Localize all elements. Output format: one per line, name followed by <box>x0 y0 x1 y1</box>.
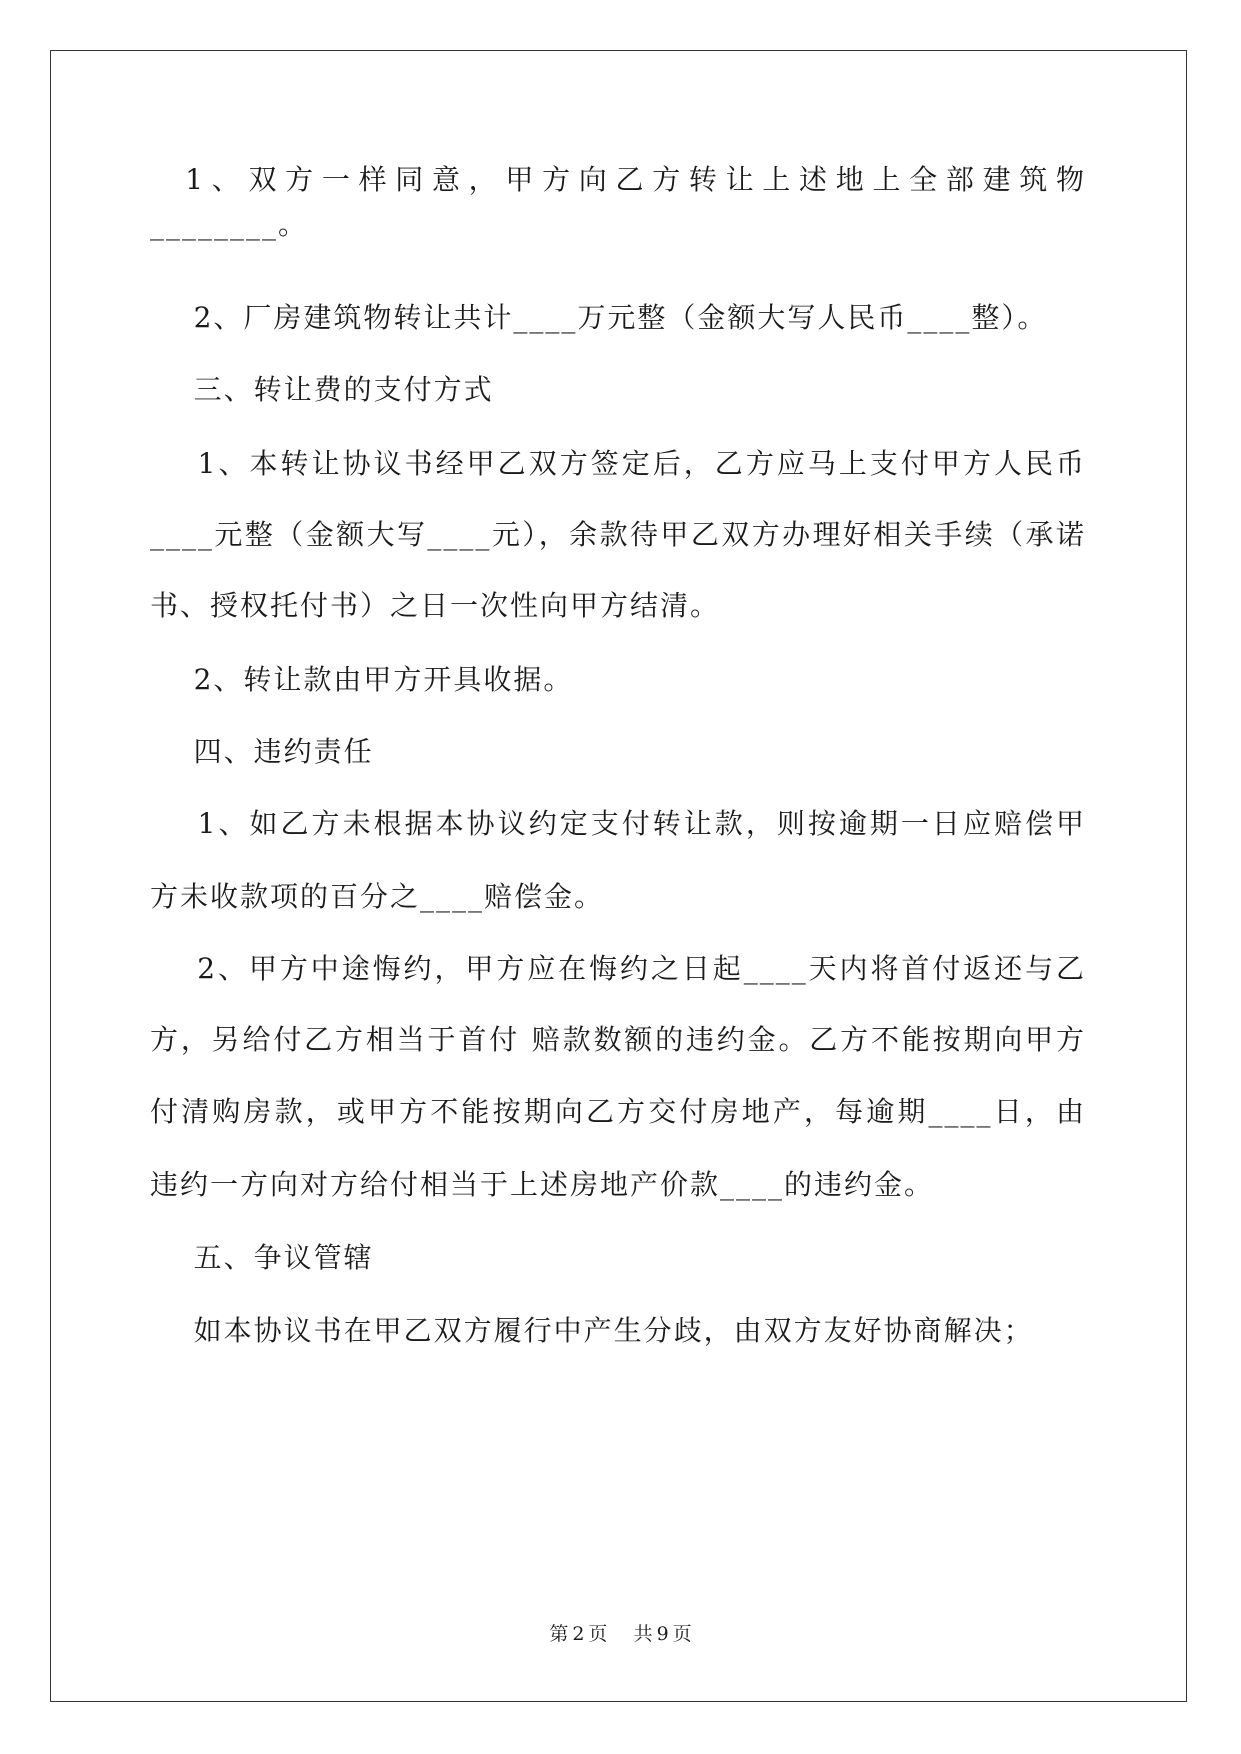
page-number-label: 第 2 页 <box>549 1623 608 1645</box>
paragraph-line: 1、本转让协议书经甲乙双方签定后，乙方应马上支付甲方人民币 <box>150 447 1086 480</box>
section-heading: 四、违约责任 <box>150 735 374 768</box>
paragraph-line: ________。 <box>150 208 309 241</box>
paragraph-line: 2、厂房建筑物转让共计____万元整（金额大写人民币____整）。 <box>150 301 1048 334</box>
total-pages-label: 共 9 页 <box>633 1623 692 1645</box>
paragraph-line: 方，另给付乙方相当于首付 赔款数额的违约金。乙方不能按期向甲方 <box>150 1023 1086 1056</box>
section-heading: 五、争议管辖 <box>150 1241 374 1274</box>
page-footer <box>0 1622 1241 1646</box>
section-heading: 三、转让费的支付方式 <box>150 373 494 406</box>
paragraph-line: 2、甲方中途悔约，甲方应在悔约之日起____天内将首付返还与乙 <box>150 952 1086 985</box>
paragraph-line: 书、授权托付书）之日一次性向甲方结清。 <box>150 589 721 622</box>
paragraph-line: 2、转让款由甲方开具收据。 <box>150 663 574 696</box>
paragraph-line: 违约一方向对方给付相当于上述房地产价款____的违约金。 <box>150 1168 935 1201</box>
paragraph-line: 如本协议书在甲乙双方履行中产生分歧，由双方友好协商解决； <box>150 1314 1034 1347</box>
paragraph-line: 付清购房款，或甲方不能按期向乙方交付房地产，每逾期____日，由 <box>150 1095 1086 1128</box>
paragraph-line: 1、如乙方未根据本协议约定支付转让款，则按逾期一日应赔偿甲 <box>150 807 1086 840</box>
paragraph-line: ____元整（金额大写____元），余款待甲乙双方办理好相关手续（承诺 <box>150 518 1086 551</box>
paragraph-line: 方未收款项的百分之____赔偿金。 <box>150 880 605 913</box>
paragraph-line: 1、双方一样同意，甲方向乙方转让上述地上全部建筑物 <box>150 163 1086 196</box>
